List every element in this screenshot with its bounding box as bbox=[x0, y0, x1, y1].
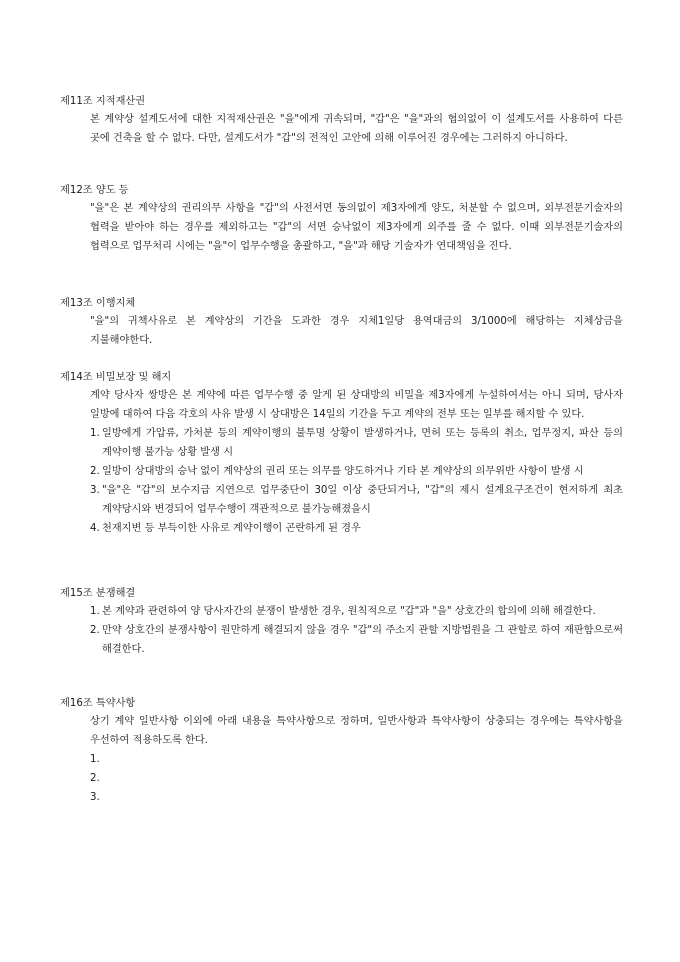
list-item bbox=[90, 769, 623, 788]
list-item-number: 2. bbox=[90, 625, 100, 636]
article-title: 제14조 비밀보장 및 해지 bbox=[60, 372, 172, 383]
list-item-number: 1. bbox=[90, 428, 100, 439]
article-paragraph: "을"의 귀책사유로 본 계약상의 기간을 도과한 경우 지체1일당 용역대금의 3/1000에 해당하는 지체상금을 지불해야한다. bbox=[90, 316, 623, 346]
list-item-text: 일방이 상대방의 승낙 없이 계약상의 권리 또는 의무를 양도하거나 기타 본 계약상의 의무위반 사항이 발생 시 bbox=[102, 466, 584, 477]
article-14 bbox=[60, 371, 623, 538]
list-item bbox=[90, 788, 623, 807]
article-15 bbox=[60, 587, 623, 659]
list-item bbox=[90, 462, 623, 481]
list-item bbox=[90, 750, 623, 769]
list-item bbox=[90, 481, 623, 519]
article-paragraph: 상기 계약 일반사항 이외에 아래 내용을 특약사항으로 정하며, 일반사항과 특약사항이 상충되는 경우에는 특약사항을 우선하여 적용하도록 한다. bbox=[90, 716, 623, 746]
article-item-list bbox=[90, 424, 623, 538]
list-item-text: 일방에게 가압류, 가처분 등의 계약이행의 불투명 상황이 발생하거나, 면허 또는 등록의 취소, 업무정지, 파산 등의 계약이행 불가능 상황 발생 시 bbox=[102, 428, 623, 458]
list-item bbox=[90, 424, 623, 462]
article-13 bbox=[60, 297, 623, 350]
article-paragraph: "을"은 본 계약상의 권리의무 사항을 "갑"의 사전서면 동의없이 제3자에게 양도, 처분할 수 없으며, 외부전문기술자의 협력을 받아야 하는 경우를 제외하고는 "갑"의 서면 승낙없이 제3자에게 외주를 줄 수 없다. 이때 외부전문기술자의 협력으로 업무처리 시에는 "을"이 업무수행을 총괄하고, "을"과 해당 기술자가 연대책임을 진다. bbox=[90, 203, 623, 252]
article-16 bbox=[60, 697, 623, 807]
article-item-list bbox=[90, 602, 623, 659]
article-body bbox=[60, 199, 623, 256]
article-body bbox=[60, 386, 623, 538]
list-item bbox=[90, 602, 623, 621]
article-title: 제13조 이행지체 bbox=[60, 298, 136, 309]
article-12 bbox=[60, 184, 623, 256]
list-item-number: 2. bbox=[90, 773, 100, 784]
article-paragraph: 계약 당사자 쌍방은 본 계약에 따른 업무수행 중 알게 된 상대방의 비밀을 제3자에게 누설하여서는 아니 되며, 당사자 일방에 대하여 다음 각호의 사유 발생 시 상대방은 14일의 기간을 두고 계약의 전부 또는 일부를 해지할 수 있다. bbox=[90, 390, 623, 420]
article-body bbox=[60, 602, 623, 659]
list-item-text: 본 계약과 관련하여 양 당사자간의 분쟁이 발생한 경우, 원칙적으로 "갑"과 "을" 상호간의 합의에 의해 해결한다. bbox=[102, 606, 596, 617]
article-item-list bbox=[90, 750, 623, 807]
list-item bbox=[90, 621, 623, 659]
list-item-number: 2. bbox=[90, 466, 100, 477]
article-title: 제16조 특약사항 bbox=[60, 698, 136, 709]
article-title: 제12조 양도 등 bbox=[60, 185, 129, 196]
list-item-text: "을"은 "갑"의 보수지급 지연으로 업무중단이 30일 이상 중단되거나, "갑"의 제시 설계요구조건이 현저하게 최초 계약당시와 변경되어 업무수행이 객관적으로 불가능해졌을시 bbox=[102, 485, 623, 515]
list-item-number: 4. bbox=[90, 523, 100, 534]
article-body bbox=[60, 312, 623, 350]
list-item-number: 3. bbox=[90, 792, 100, 803]
list-item-text: 만약 상호간의 분쟁사항이 원만하게 해결되지 않을 경우 "갑"의 주소지 관할 지방법원을 그 관할로 하여 재판함으로써 해결한다. bbox=[102, 625, 623, 655]
list-item-number: 1. bbox=[90, 606, 100, 617]
list-item-number: 1. bbox=[90, 754, 100, 765]
list-item bbox=[90, 519, 623, 538]
list-item-number: 3. bbox=[90, 485, 100, 496]
article-title: 제15조 분쟁해결 bbox=[60, 588, 136, 599]
article-body bbox=[60, 712, 623, 807]
article-11 bbox=[60, 95, 623, 148]
article-paragraph: 본 계약상 설계도서에 대한 지적재산권은 "을"에게 귀속되며, "갑"은 "을"과의 협의없이 이 설계도서를 사용하여 다른 곳에 건축을 할 수 없다. 다만, 설계도서가 "갑"의 전적인 고안에 의해 이루어진 경우에는 그러하지 아니하다. bbox=[90, 114, 623, 144]
list-item-text: 천재지변 등 부득이한 사유로 계약이행이 곤란하게 된 경우 bbox=[102, 523, 361, 534]
article-title: 제11조 지적재산권 bbox=[60, 96, 146, 107]
article-body bbox=[60, 110, 623, 148]
